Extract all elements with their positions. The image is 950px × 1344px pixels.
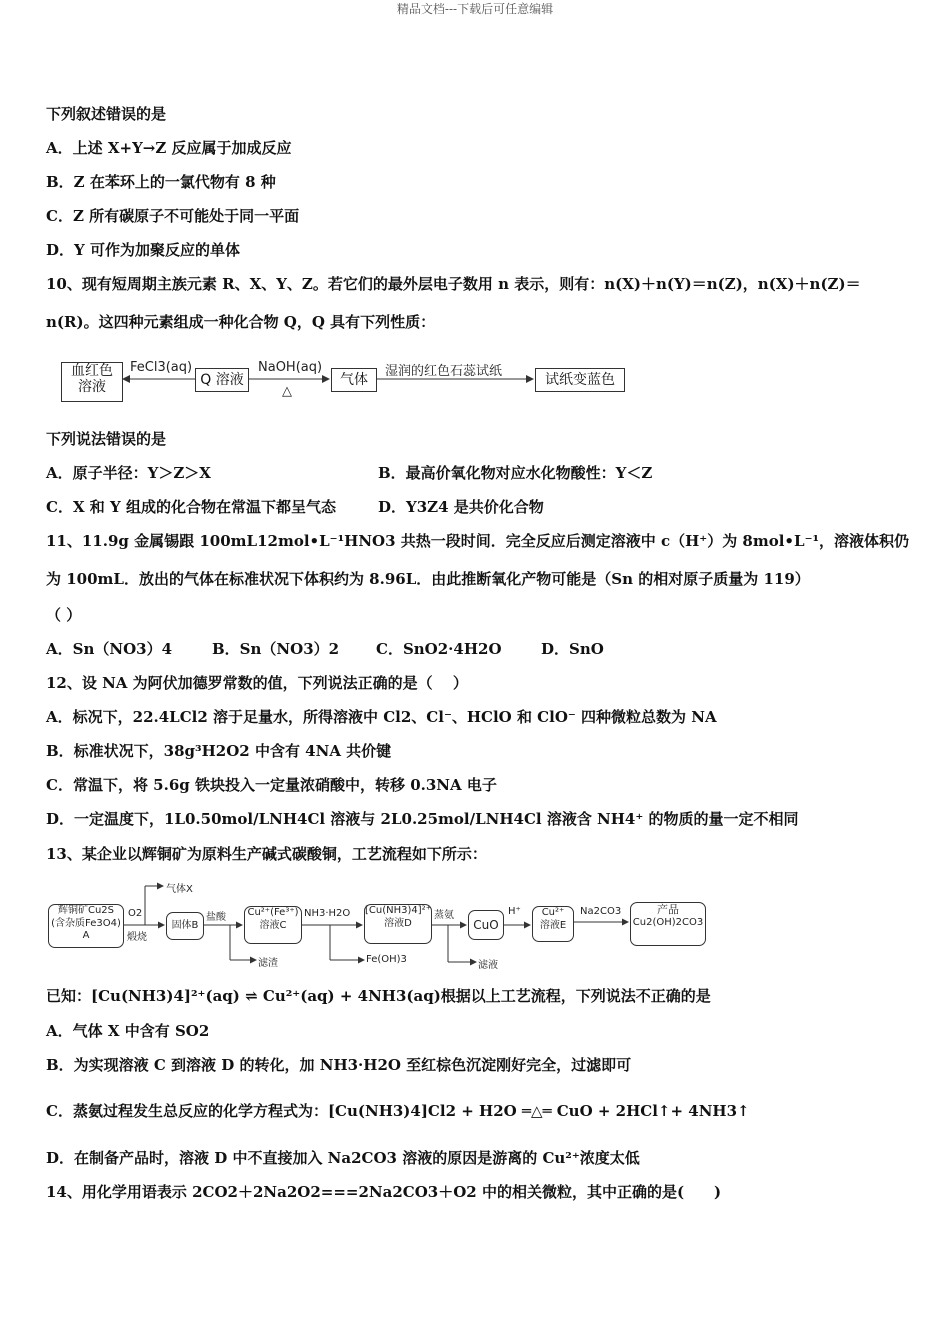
flow-text: Cu²⁺ (541, 907, 565, 918)
flow-text: 溶液E (539, 919, 567, 931)
flow-label-h-plus: H⁺ (508, 906, 521, 917)
q13-known: 已知：[Cu(NH3)4]²⁺(aq) ⇌ Cu²⁺(aq) + 4NH3(aq)根据以上工艺流程，下列说法不正确的是 (46, 987, 711, 1005)
flow-label-ammonia: NH3·H2O (304, 908, 351, 919)
flow-text: Cu²⁺(Fe³⁺) (247, 907, 299, 918)
diagram-box-gas: 气体 (331, 368, 377, 392)
q11-option-a: A．Sn（NO3）4 (46, 640, 173, 658)
q10-option-b: B．最高价氧化物对应水化物酸性：Y＜Z (378, 464, 653, 482)
page-header: 精品文档---下载后可任意编辑 (396, 2, 554, 16)
flow-text: 辉铜矿Cu2S (57, 905, 115, 916)
q12-stem: 12、设 NA 为阿伏加德罗常数的值，下列说法正确的是（ ） (46, 674, 468, 692)
q9-option-b: B．Z 在苯环上的一氯代物有 8 种 (46, 173, 276, 191)
flow-label-o2: O2 (128, 908, 143, 919)
q11-option-b: B．Sn（NO3）2 (212, 640, 340, 658)
flow-box-cuo: CuO (468, 910, 504, 940)
box-label: 血红色 (71, 363, 113, 379)
flow-label-steam: 蒸氨 (434, 910, 454, 921)
flow-text: 溶液D (384, 917, 412, 929)
flow-text: (含杂质Fe3O4) (51, 917, 121, 929)
flow-text: Cu2(OH)2CO3 (632, 916, 704, 928)
q12-option-b: B．标准状况下，38g³H2O2 中含有 4NA 共价键 (46, 742, 392, 760)
q12-option-d: D．一定温度下，1L0.50mol/LNH4Cl 溶液与 2L0.25mol/LNH4Cl 溶液含 NH4⁺ 的物质的量一定不相同 (46, 810, 799, 828)
flow-text: A (82, 930, 90, 941)
q11-option-d: D．SnO (541, 640, 604, 658)
q9-option-a: A．上述 X+Y→Z 反应属于加成反应 (46, 139, 292, 157)
flow-label-roast: 煅烧 (127, 932, 147, 943)
q11-option-c: C．SnO2·4H2O (376, 640, 502, 658)
q13-stem: 13、某企业以辉铜矿为原料生产碱式碳酸铜，工艺流程如下所示： (46, 845, 487, 863)
diagram-box-turns-blue: 试纸变蓝色 (535, 368, 625, 392)
q12-option-c: C．常温下，将 5.6g 铁块投入一定量浓硝酸中，转移 0.3NA 电子 (46, 776, 497, 794)
q9-option-d: D．Y 可作为加聚反应的单体 (46, 241, 240, 259)
flow-label-feoh3: Fe(OH)3 (366, 954, 407, 965)
flow-label-na2co3: Na2CO3 (580, 906, 622, 917)
q10-line1: 10、现有短周期主族元素 R、X、Y、Z。若它们的最外层电子数用 n 表示，则有：n(X)＋n(Y)＝n(Z)，n(X)＋n(Z)＝ (46, 275, 861, 293)
flow-label-filtrate: 滤液 (478, 960, 498, 971)
flow-text: 产品 (657, 903, 679, 916)
q10-stem: 下列说法错误的是 (46, 430, 167, 448)
q9-option-c: C．Z 所有碳原子不可能处于同一平面 (46, 207, 300, 225)
q11-line2: 为 100mL．放出的气体在标准状况下体积约为 8.96L．由此推断氧化产物可能是（Sn 的相对原子质量为 119） (46, 570, 810, 588)
q11-line1: 11、11.9g 金属锡跟 100mL12mol•L⁻¹HNO3 共热一段时间．完全反应后测定溶液中 c（H⁺）为 8mol•L⁻¹，溶液体积仍 (46, 532, 910, 550)
flow-label-residue: 滤渣 (258, 958, 278, 969)
q13-option-c: C．蒸氨过程发生总反应的化学方程式为：[Cu(NH3)4]Cl2 + H2O ═△═ CuO + 2HCl↑+ 4NH3↑ (46, 1102, 750, 1120)
q13-option-b: B．为实现溶液 C 到溶液 D 的转化，加 NH3·H2O 至红棕色沉淀刚好完全，过滤即可 (46, 1056, 632, 1074)
arrow-label-litmus: 湿润的红色石蕊试纸 (385, 364, 503, 379)
q13-option-d: D．在制备产品时，溶液 D 中不直接加入 Na2CO3 溶液的原因是游离的 Cu²⁺浓度太低 (46, 1149, 640, 1167)
arrow-label-naoh: NaOH(aq) (258, 360, 323, 375)
arrow-label-fecl3: FeCl3(aq) (130, 360, 193, 375)
q10-option-d: D．Y3Z4 是共价化合物 (378, 498, 544, 516)
flow-text: 溶液C (259, 919, 287, 931)
q14-stem: 14、用化学用语表示 2CO2＋2Na2O2===2Na2CO3＋O2 中的相关微粒，其中正确的是( ) (46, 1183, 722, 1201)
q13-option-a: A．气体 X 中含有 SO2 (46, 1022, 210, 1040)
arrow-label-heat: △ (282, 384, 292, 399)
flow-box-solid-b: 固体B (166, 912, 204, 940)
q10-line2: n(R)。这四种元素组成一种化合物 Q，Q 具有下列性质： (46, 313, 436, 331)
q9-stem: 下列叙述错误的是 (46, 105, 167, 123)
q11-line3: （ ） (46, 606, 82, 624)
flow-label-gas-x: 气体X (166, 884, 193, 895)
flow-text: [Cu(NH3)4]²⁺ (365, 905, 431, 916)
q12-option-a: A．标况下，22.4LCl2 溶于足量水，所得溶液中 Cl2、Cl⁻、HClO 和 ClO⁻ 四种微粒总数为 NA (46, 708, 717, 726)
q10-option-c: C．X 和 Y 组成的化合物在常温下都呈气态 (46, 498, 336, 516)
q10-option-a: A．原子半径：Y＞Z＞X (46, 464, 211, 482)
diagram-box-q-solution: Q 溶液 (195, 368, 249, 392)
box-label: 溶液 (78, 379, 106, 396)
flow-label-hcl: 盐酸 (206, 912, 226, 923)
